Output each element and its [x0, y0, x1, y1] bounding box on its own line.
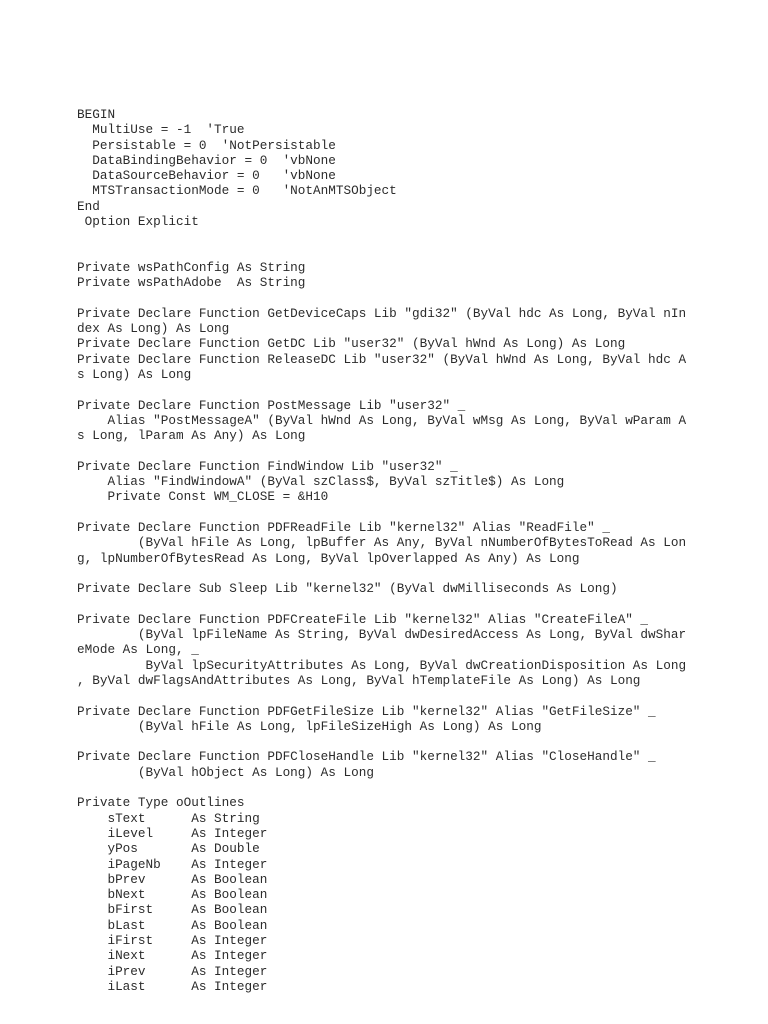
- code-line: Private Type oOutlines: [77, 795, 245, 811]
- code-line: [77, 734, 737, 749]
- code-line: [77, 444, 737, 459]
- code-line: Private Declare Function PDFGetFileSize Lib "kernel32" Alias "GetFileSize" _: [77, 703, 656, 719]
- code-line: Private Declare Function GetDC Lib "user32" (ByVal hWnd As Long) As Long: [77, 336, 626, 352]
- code-listing: [77, 107, 737, 994]
- code-line: iLast As Integer: [77, 978, 268, 994]
- code-line: bNext As Boolean: [77, 887, 268, 903]
- code-line: s Long) As Long: [77, 367, 192, 383]
- code-line: iFirst As Integer: [77, 933, 268, 949]
- code-line: MultiUse = -1 'True: [77, 122, 245, 138]
- code-line: Private Declare Function PDFCreateFile Lib "kernel32" Alias "CreateFileA" _: [77, 611, 649, 627]
- code-line: (ByVal hFile As Long, lpBuffer As Any, ByVal nNumberOfBytesToRead As Lon: [77, 535, 687, 551]
- code-line: [77, 291, 737, 306]
- code-line: DataSourceBehavior = 0 'vbNone: [77, 168, 336, 184]
- code-line: [77, 229, 737, 244]
- code-line: (ByVal lpFileName As String, ByVal dwDesiredAccess As Long, ByVal dwShar: [77, 627, 687, 643]
- code-line: Private wsPathAdobe As String: [77, 275, 306, 291]
- code-line: g, lpNumberOfBytesRead As Long, ByVal lpOverlapped As Any) As Long: [77, 550, 580, 566]
- code-line: [77, 505, 737, 520]
- code-line: Private Declare Sub Sleep Lib "kernel32" (ByVal dwMilliseconds As Long): [77, 581, 618, 597]
- code-line: Persistable = 0 'NotPersistable: [77, 137, 336, 153]
- code-line: bLast As Boolean: [77, 917, 268, 933]
- code-line: s Long, lParam As Any) As Long: [77, 428, 306, 444]
- code-line: Private Declare Function PDFReadFile Lib "kernel32" Alias "ReadFile" _: [77, 520, 610, 536]
- code-line: iPrev As Integer: [77, 963, 268, 979]
- code-line: Private wsPathConfig As String: [77, 259, 306, 275]
- code-line: Alias "PostMessageA" (ByVal hWnd As Long, ByVal wMsg As Long, ByVal wParam A: [77, 412, 687, 428]
- code-line: dex As Long) As Long: [77, 321, 230, 337]
- code-line: bFirst As Boolean: [77, 902, 268, 918]
- code-line: [77, 780, 737, 795]
- code-line: [77, 245, 737, 260]
- code-line: Private Declare Function FindWindow Lib "user32" _: [77, 458, 458, 474]
- code-line: BEGIN: [77, 107, 116, 122]
- code-line: Private Declare Function PostMessage Lib "user32" _: [77, 397, 466, 413]
- code-line: Private Declare Function GetDeviceCaps Lib "gdi32" (ByVal hdc As Long, ByVal nIn: [77, 305, 687, 321]
- code-line: DataBindingBehavior = 0 'vbNone: [77, 152, 336, 168]
- code-line: Alias "FindWindowA" (ByVal szClass$, ByVal szTitle$) As Long: [77, 474, 565, 490]
- code-line: iLevel As Integer: [77, 825, 268, 841]
- code-line: Private Declare Function PDFCloseHandle Lib "kernel32" Alias "CloseHandle" _: [77, 749, 656, 765]
- code-line: Private Declare Function ReleaseDC Lib "user32" (ByVal hWnd As Long, ByVal hdc A: [77, 351, 687, 367]
- code-line: iPageNb As Integer: [77, 856, 268, 872]
- code-line: yPos As Double: [77, 841, 260, 857]
- code-line: sText As String: [77, 810, 260, 826]
- code-line: Private Const WM_CLOSE = &H10: [77, 489, 329, 505]
- code-line: bPrev As Boolean: [77, 871, 268, 887]
- code-line: End: [77, 198, 100, 214]
- code-line: [77, 566, 737, 581]
- code-line: (ByVal hObject As Long) As Long: [77, 764, 374, 780]
- code-line: ByVal lpSecurityAttributes As Long, ByVal dwCreationDisposition As Long: [77, 657, 687, 673]
- code-line: [77, 382, 737, 397]
- code-line: eMode As Long, _: [77, 642, 199, 658]
- code-line: [77, 688, 737, 703]
- code-line: (ByVal hFile As Long, lpFileSizeHigh As Long) As Long: [77, 718, 542, 734]
- code-line: [77, 597, 737, 612]
- code-line: iNext As Integer: [77, 948, 268, 964]
- code-line: , ByVal dwFlagsAndAttributes As Long, ByVal hTemplateFile As Long) As Long: [77, 672, 641, 688]
- code-line: Option Explicit: [77, 214, 199, 230]
- code-line: MTSTransactionMode = 0 'NotAnMTSObject: [77, 183, 397, 199]
